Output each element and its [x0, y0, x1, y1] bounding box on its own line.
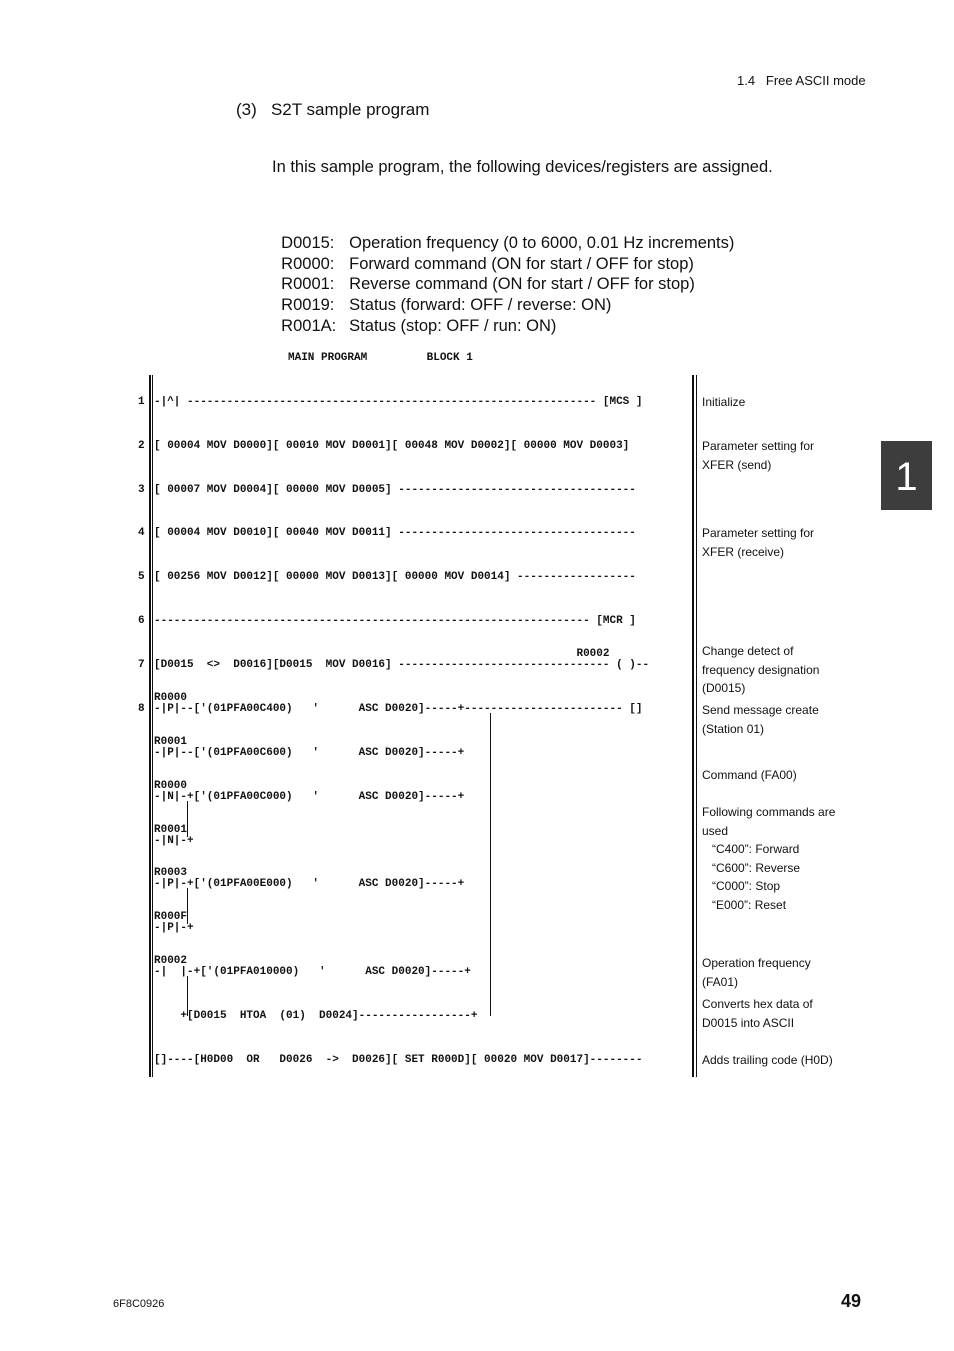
section-title: (3) S2T sample program [236, 100, 430, 119]
assignment-device: R0019: [281, 296, 335, 314]
comment: Adds trailing code (H0D) [702, 1053, 833, 1067]
rung-number: 5 [138, 571, 145, 583]
vertical-wire [187, 976, 188, 1016]
ladder-line: -|N|-+['(01PFA00C000) ' ASC D0020]-----+ [154, 791, 465, 803]
assignment-device: D0015: [281, 234, 335, 252]
ladder-line: [ 00256 MOV D0012][ 00000 MOV D0013][ 00000 MOV D0014] ------------------ [154, 571, 636, 583]
ladder-contact-label: R0000 [154, 692, 188, 704]
ladder-line: -|P|-+['(01PFA00E000) ' ASC D0020]-----+ [154, 878, 465, 890]
ladder-line: [ 00004 MOV D0010][ 00040 MOV D0011] ------------------------------------ [154, 527, 636, 539]
rung-number: 1 [138, 396, 145, 408]
intro-paragraph: In this sample program, the following devices/registers are assigned. [272, 158, 773, 176]
ladder-line: R0002 [154, 648, 610, 660]
ladder-line: -|P|-+ [154, 922, 194, 934]
rung-number: 3 [138, 484, 145, 496]
ladder-line: -|P|--['(01PFA00C600) ' ASC D0020]-----+ [154, 747, 465, 759]
rung-number: 7 [138, 659, 145, 671]
assignment-desc: Reverse command (ON for start / OFF for stop) [349, 275, 695, 293]
comment: Parameter setting for XFER (send) [702, 439, 815, 472]
assignment-desc: Forward command (ON for start / OFF for stop) [349, 255, 694, 273]
ladder-line: [D0015 <> D0016][D0015 MOV D0016] -------------------------------- ( )-- [154, 659, 650, 671]
rung-number: 2 [138, 440, 145, 452]
comment: Initialize [702, 395, 746, 409]
page-number: 49 [841, 1291, 862, 1311]
assignment-device: R0001: [281, 275, 335, 293]
running-header: 1.4 Free ASCII mode [737, 73, 866, 88]
comment: Send message create (Station 01) [702, 703, 819, 736]
assignment-device: R001A: [281, 317, 337, 335]
comment: Command (FA00) [702, 768, 797, 782]
left-power-rail [149, 375, 151, 1077]
comment: Change detect of frequency designation (D0015) [702, 644, 820, 695]
ladder-contact-label: R0000 [154, 780, 188, 792]
right-power-rail [692, 375, 694, 1077]
chapter-tab: 1 [881, 441, 932, 510]
ladder-line: -|N|-+ [154, 835, 194, 847]
ladder-line: [ 00007 MOV D0004][ 00000 MOV D0005] ------------------------------------ [154, 484, 636, 496]
left-power-rail-inner [152, 375, 153, 1077]
assignment-desc: Status (stop: OFF / run: ON) [349, 317, 557, 335]
comment: Parameter setting for XFER (receive) [702, 526, 815, 559]
right-power-rail-inner [696, 375, 697, 1077]
assignment-row [272, 298, 556, 336]
ladder-contact-label: R0001 [154, 736, 188, 748]
ladder-line: ------------------------------------------------------------------ [MCR ] [154, 615, 636, 627]
program-header: MAIN PROGRAM BLOCK 1 [288, 352, 473, 364]
assignment-desc: Operation frequency (0 to 6000, 0.01 Hz increments) [349, 234, 735, 252]
ladder-line: []----[H0D00 OR D0026 -> D0026][ SET R000D][ 00020 MOV D0017]-------- [154, 1054, 643, 1066]
document-code: 6F8C0926 [113, 1298, 165, 1310]
ladder-line: -| |-+['(01PFA010000) ' ASC D0020]-----+ [154, 966, 471, 978]
comment: Converts hex data of D0015 into ASCII [702, 997, 813, 1030]
vertical-wire [490, 713, 491, 1016]
comment: Operation frequency (FA01) [702, 956, 811, 989]
ladder-contact-label: R0001 [154, 824, 188, 836]
vertical-wire [187, 888, 188, 924]
ladder-contact-label: R0003 [154, 867, 188, 879]
comment: Following commands are used “C400”: Forward “C600”: Reverse “C000”: Stop “E000”: Reset [702, 805, 836, 912]
ladder-line: -|^| -------------------------------------------------------------- [MCS ] [154, 396, 643, 408]
ladder-contact-label: R0002 [154, 955, 188, 967]
rung-number: 6 [138, 615, 145, 627]
assignment-device: R0000: [281, 255, 335, 273]
ladder-line: -|P|--['(01PFA00C400) ' ASC D0020]-----+------------------------ [] [154, 703, 643, 715]
assignment-desc: Status (forward: OFF / reverse: ON) [349, 296, 612, 314]
ladder-contact-label: R000F [154, 911, 188, 923]
ladder-line: [ 00004 MOV D0000][ 00010 MOV D0001][ 00048 MOV D0002][ 00000 MOV D0003] [154, 440, 630, 452]
rung-number: 8 [138, 703, 145, 715]
vertical-wire [187, 801, 188, 837]
rung-number: 4 [138, 527, 145, 539]
ladder-line: +[D0015 HTOA (01) D0024]-----------------+ [154, 1010, 478, 1022]
